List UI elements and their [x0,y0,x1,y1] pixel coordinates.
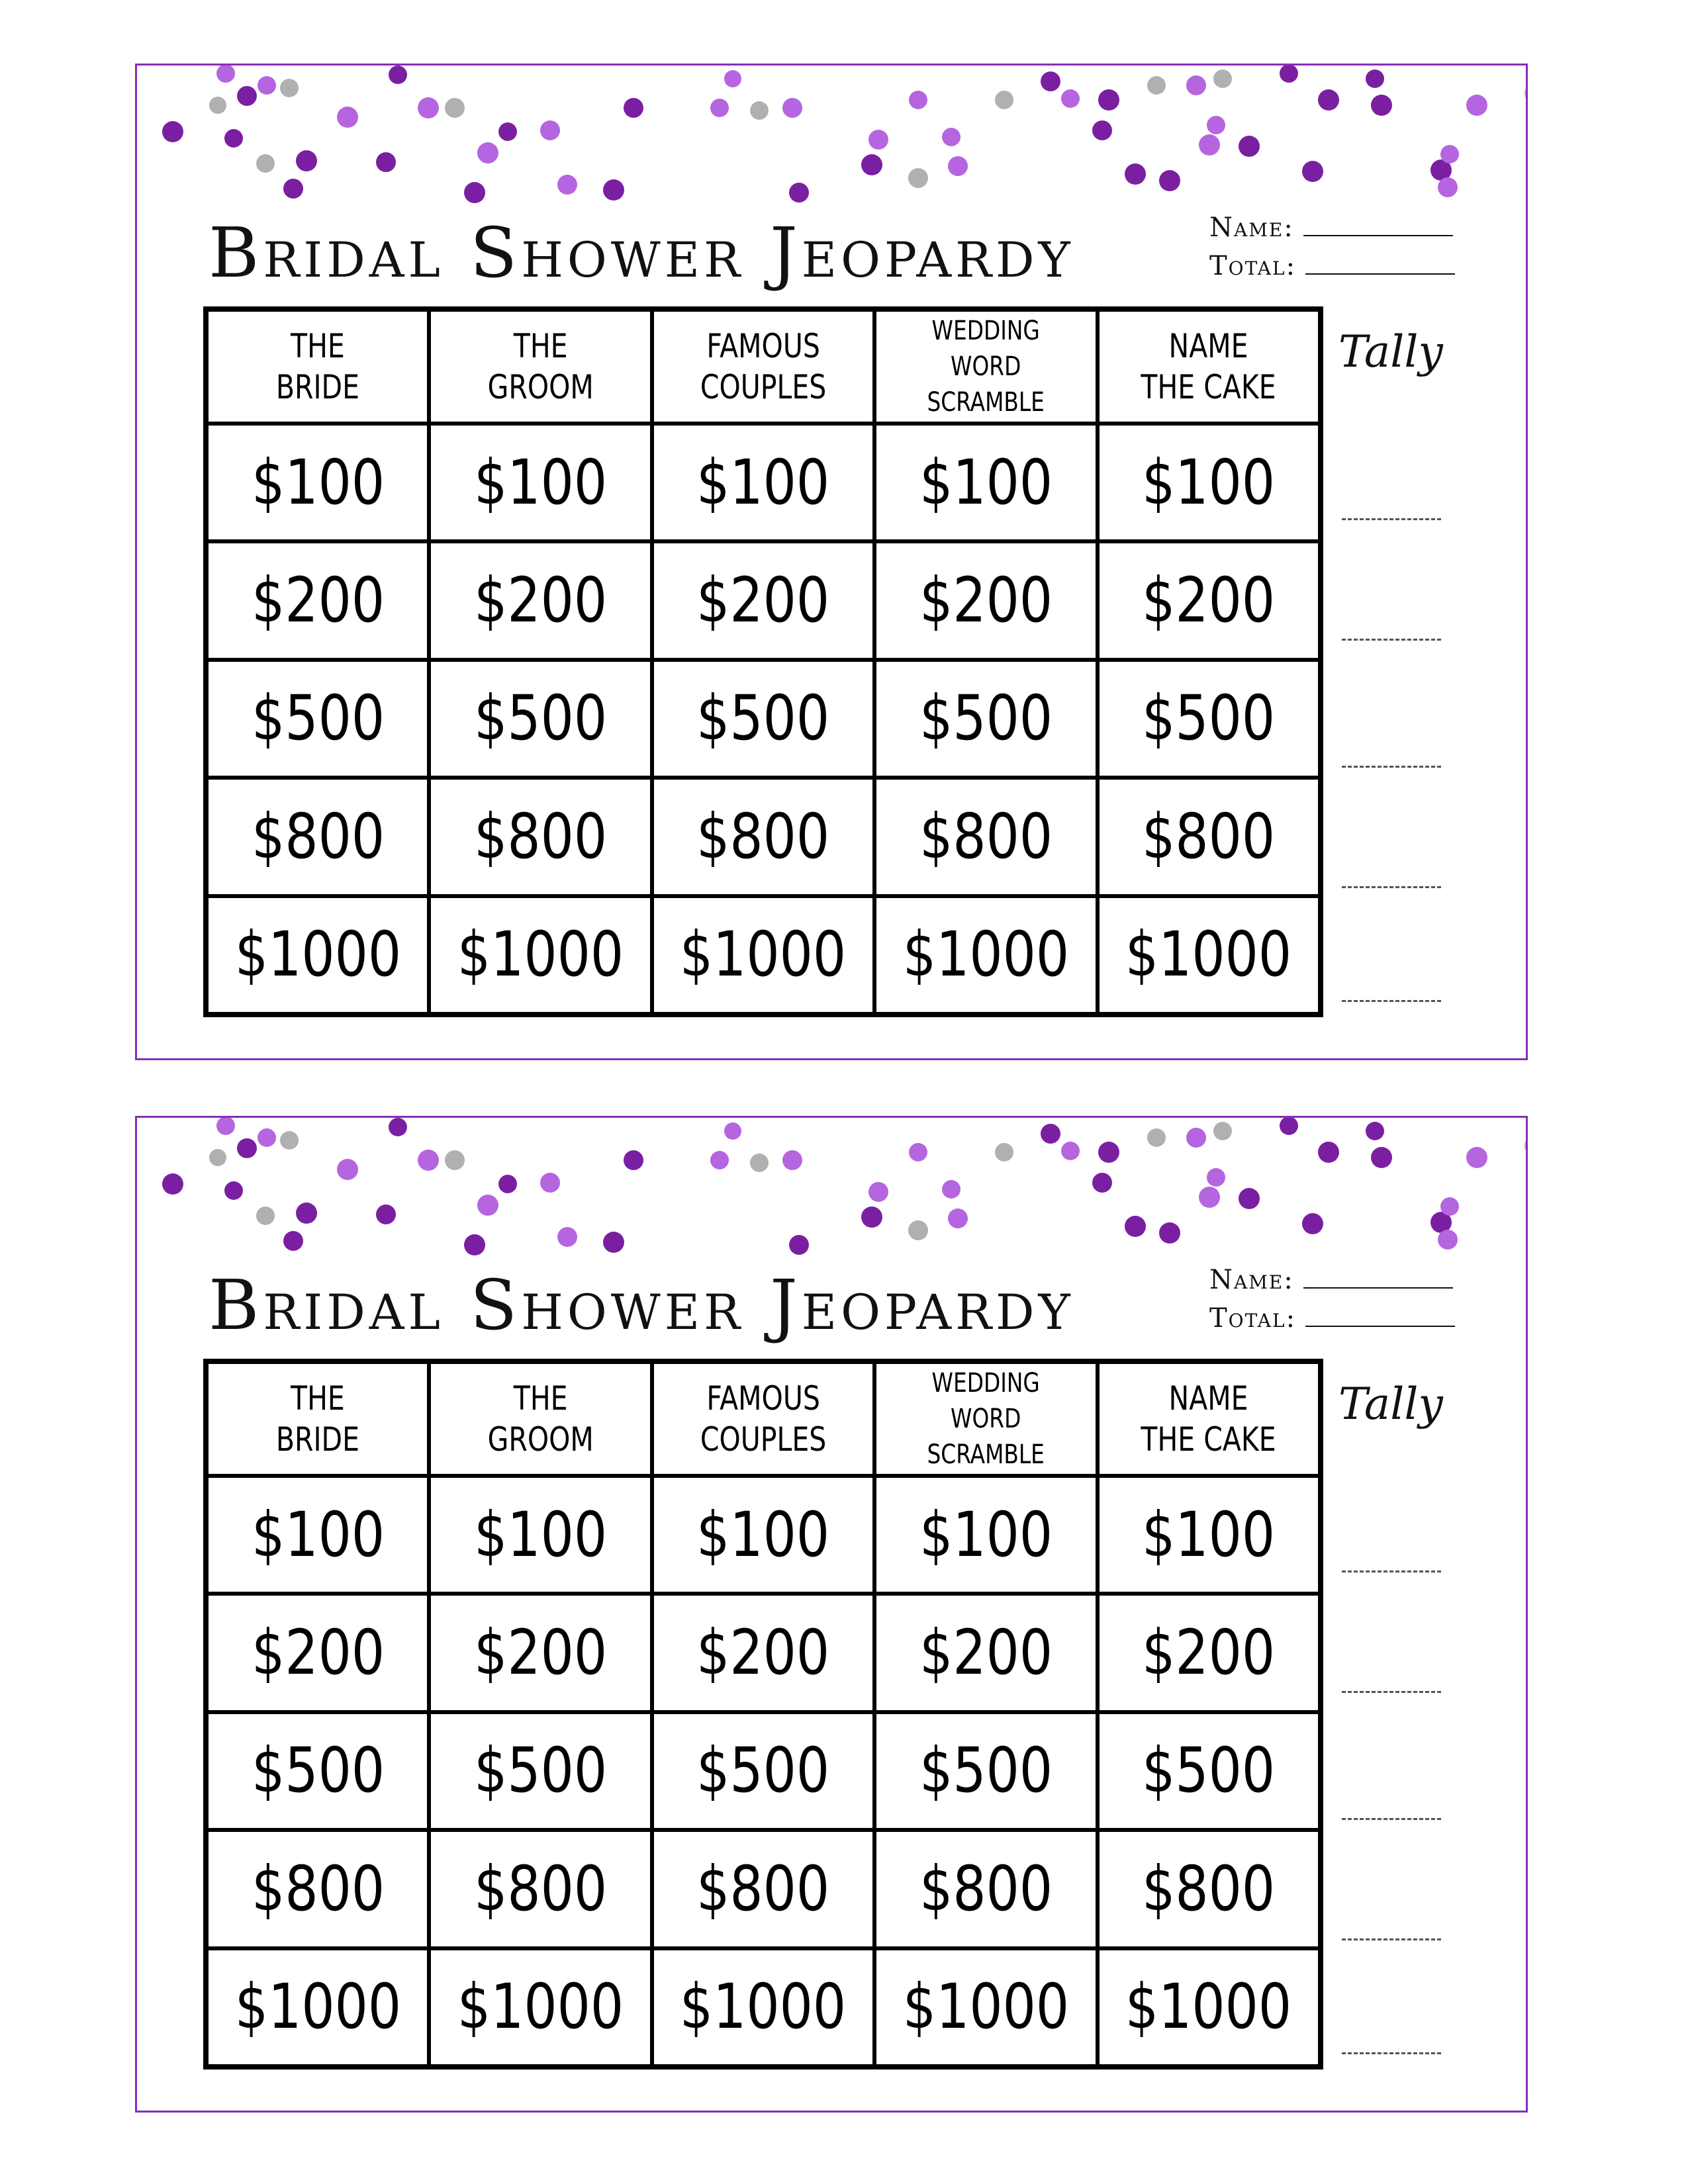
confetti-dot [1318,1142,1339,1163]
confetti-dot [296,1203,317,1224]
jeopardy-card-top [135,64,1528,1060]
tally-blank-line[interactable] [1342,886,1441,888]
value-cell[interactable]: $100 [1100,1478,1318,1592]
value-cell[interactable]: $1000 [431,898,649,1012]
confetti-dot [1061,1142,1080,1160]
confetti-dot [1371,1147,1392,1168]
confetti-dot [789,183,809,203]
value-cell[interactable]: $100 [876,1478,1095,1592]
name-blank-line[interactable] [1303,1267,1453,1289]
confetti-dot [909,1143,927,1161]
confetti-dot [162,1173,183,1195]
confetti-dot [1466,1147,1487,1168]
value-cell[interactable]: $500 [876,1714,1095,1828]
confetti-dot [1526,68,1528,87]
confetti-dot [258,1128,276,1147]
total-label: Total: [1209,1303,1297,1334]
confetti-dot [337,107,358,128]
confetti-dot [1061,89,1080,108]
confetti-dot [557,1227,577,1247]
value-cell[interactable]: $1000 [876,898,1095,1012]
confetti-dot [868,130,888,150]
confetti-dot [464,182,485,203]
confetti-dot [216,1118,235,1135]
confetti-dot [1098,89,1119,111]
confetti-dot [283,1231,303,1251]
confetti-dot [1098,1142,1119,1163]
confetti-dot [908,1220,928,1240]
tally-blank-line[interactable] [1342,1818,1441,1820]
confetti-dot [909,91,927,109]
value-cell[interactable]: $800 [876,1832,1095,1946]
confetti-dot [280,79,299,97]
confetti-dot [280,1131,299,1150]
confetti-dot [1280,1118,1298,1135]
total-blank-line[interactable] [1305,253,1455,275]
tally-blank-line[interactable] [1342,1938,1441,1940]
tally-blank-line[interactable] [1342,766,1441,768]
page-title: Bridal Shower Jeopardy [209,1265,1074,1345]
confetti-dot [224,129,243,148]
confetti-dot [256,1206,275,1225]
value-cell[interactable]: $200 [654,1596,872,1709]
value-cell[interactable]: $1000 [209,1950,427,2064]
value-cell[interactable]: $500 [209,1714,427,1828]
confetti-dot [942,1180,961,1199]
confetti-dot [1438,177,1458,197]
confetti-dot [477,142,498,163]
confetti-dot [1280,66,1298,83]
value-cell[interactable]: $1000 [654,898,872,1012]
confetti-dot [861,1206,882,1228]
value-cell[interactable]: $200 [876,543,1095,657]
confetti-dot [1041,1124,1060,1144]
value-cell[interactable]: $200 [876,1596,1095,1709]
value-cell[interactable]: $800 [431,1832,649,1946]
value-cell[interactable]: $800 [654,1832,872,1946]
value-cell[interactable]: $500 [209,662,427,776]
value-cell[interactable]: $500 [1100,662,1318,776]
value-cell[interactable]: $200 [654,543,872,657]
confetti-dot [1366,69,1384,88]
total-blank-line[interactable] [1305,1306,1455,1327]
value-cell[interactable]: $800 [209,780,427,893]
value-cell[interactable]: $100 [209,1478,427,1592]
value-cell[interactable]: $500 [654,1714,872,1828]
confetti-dot [1440,1197,1459,1216]
confetti-dot [1239,136,1260,157]
total-label: Total: [1209,251,1297,281]
confetti-dot [1125,163,1146,185]
category-header: WEDDING WORD SCRAMBLE [876,312,1095,422]
category-header: THE BRIDE [209,1364,427,1474]
confetti-dot [942,128,961,146]
confetti-dot [1159,1222,1180,1244]
value-cell[interactable]: $1000 [1100,1950,1318,2064]
confetti-dot [1207,116,1225,134]
confetti-dot [418,97,439,118]
confetti-dot [1147,1128,1166,1147]
value-cell[interactable]: $200 [209,543,427,657]
confetti-dot [624,98,643,118]
confetti-dot [1125,1216,1146,1237]
confetti-dot [789,1235,809,1255]
value-cell[interactable]: $1000 [876,1950,1095,2064]
confetti-dot [1318,89,1339,111]
tally-blank-line[interactable] [1342,1691,1441,1693]
value-cell[interactable]: $200 [1100,1596,1318,1709]
confetti-dot [724,1122,741,1140]
confetti-dot [464,1234,485,1255]
value-cell[interactable]: $100 [876,426,1095,539]
confetti-dot [224,1181,243,1200]
value-cell[interactable]: $800 [654,780,872,893]
value-cell[interactable]: $800 [1100,1832,1318,1946]
value-cell[interactable]: $800 [431,780,649,893]
confetti-dot [861,154,882,175]
confetti-dot [750,101,769,120]
confetti-dot [1239,1188,1260,1209]
total-field[interactable] [1209,1303,1455,1334]
value-cell[interactable]: $800 [209,1832,427,1946]
confetti-dot [1371,95,1392,116]
confetti-dot [1199,1187,1220,1208]
confetti-dot [868,1182,888,1202]
value-cell[interactable]: $100 [209,426,427,539]
confetti-dot [296,150,317,171]
value-cell[interactable]: $500 [431,1714,649,1828]
confetti-dot [995,91,1013,109]
tally-blank-line[interactable] [1342,1000,1441,1002]
category-header: THE BRIDE [209,312,427,422]
confetti-dot [603,179,624,201]
confetti-dot [1302,1213,1323,1234]
confetti-dot [389,1118,407,1136]
value-cell[interactable]: $100 [431,1478,649,1592]
confetti-dot [376,1205,396,1224]
confetti-dot [624,1150,643,1170]
confetti-dot [1213,1122,1232,1140]
confetti-dot [710,1151,729,1169]
value-cell[interactable]: $1000 [431,1950,649,2064]
confetti-dot [1186,1128,1206,1148]
confetti-dot [445,1150,465,1170]
category-header: THE GROOM [431,312,649,422]
confetti-dot [1438,1230,1458,1250]
jeopardy-card-bottom [135,1116,1528,2113]
value-cell[interactable]: $800 [876,780,1095,893]
category-header: THE GROOM [431,1364,649,1474]
confetti-dot [603,1232,624,1253]
total-field[interactable] [1209,251,1455,281]
confetti-dot [1199,134,1220,156]
tally-blank-line[interactable] [1342,1570,1441,1572]
confetti-dot [498,1175,517,1193]
confetti-dot [750,1154,769,1172]
confetti-dot [948,156,968,176]
value-cell[interactable]: $500 [876,662,1095,776]
confetti-dot [1524,84,1528,103]
value-cell[interactable]: $200 [431,543,649,657]
value-cell[interactable]: $1000 [209,898,427,1012]
confetti-dot [1524,1136,1528,1155]
name-label: Name: [1209,1265,1294,1295]
confetti-dot [540,1173,560,1193]
value-cell[interactable]: $100 [654,426,872,539]
confetti-dot [908,168,928,188]
value-cell[interactable]: $500 [1100,1714,1318,1828]
confetti-dot [216,66,235,83]
confetti-dot [445,98,465,118]
jeopardy-board [203,1359,1323,2070]
confetti-dot [1366,1122,1384,1140]
confetti-dot [209,97,226,114]
value-cell[interactable]: $500 [431,662,649,776]
confetti-dot [540,120,560,140]
confetti-dot [1213,69,1232,88]
tally-blank-line[interactable] [1342,518,1441,520]
tally-label: Tally [1338,1379,1443,1430]
tally-blank-line[interactable] [1342,2052,1441,2054]
value-cell[interactable]: $100 [654,1478,872,1592]
confetti-dot [237,86,257,106]
name-field[interactable] [1209,212,1453,243]
name-label: Name: [1209,212,1294,243]
tally-blank-line[interactable] [1342,639,1441,641]
confetti-dot [1302,161,1323,182]
value-cell[interactable]: $1000 [654,1950,872,2064]
value-cell[interactable]: $500 [654,662,872,776]
name-field[interactable] [1209,1265,1453,1295]
confetti-dot [237,1138,257,1158]
value-cell[interactable]: $1000 [1100,898,1318,1012]
category-header: NAME THE CAKE [1100,312,1318,422]
category-header: WEDDING WORD SCRAMBLE [876,1364,1095,1474]
confetti-dot [724,70,741,87]
confetti-dot [162,121,183,142]
confetti-dot [418,1150,439,1171]
value-cell[interactable]: $200 [1100,543,1318,657]
category-header: NAME THE CAKE [1100,1364,1318,1474]
tally-label: Tally [1338,326,1443,377]
confetti-dot [283,179,303,199]
confetti-dot [1092,120,1112,140]
confetti-dot [389,66,407,84]
confetti-dot [1092,1173,1112,1193]
confetti-dot [948,1208,968,1228]
confetti-dot [1186,75,1206,95]
jeopardy-board [203,306,1323,1017]
confetti-dot [1147,76,1166,95]
confetti-dot [1041,71,1060,91]
value-cell[interactable]: $100 [1100,426,1318,539]
category-header: FAMOUS COUPLES [654,312,872,422]
value-cell[interactable]: $200 [431,1596,649,1709]
value-cell[interactable]: $100 [431,426,649,539]
confetti-dot [710,99,729,117]
confetti-dot [1440,145,1459,163]
confetti-dot [557,175,577,195]
page-title: Bridal Shower Jeopardy [209,212,1074,293]
confetti-dot [376,152,396,172]
name-blank-line[interactable] [1303,215,1453,236]
confetti-dot [258,76,276,95]
confetti-dot [1159,170,1180,191]
value-cell[interactable]: $800 [1100,780,1318,893]
confetti-dot [477,1195,498,1216]
confetti-dot [782,1150,802,1170]
confetti-dot [498,122,517,141]
confetti-dot [782,98,802,118]
confetti-dot [1466,95,1487,116]
confetti-dot [209,1149,226,1166]
value-cell[interactable]: $200 [209,1596,427,1709]
confetti-dot [1526,1120,1528,1139]
confetti-dot [995,1143,1013,1161]
confetti-dot [256,154,275,173]
category-header: FAMOUS COUPLES [654,1364,872,1474]
confetti-dot [1207,1168,1225,1187]
confetti-dot [337,1159,358,1180]
